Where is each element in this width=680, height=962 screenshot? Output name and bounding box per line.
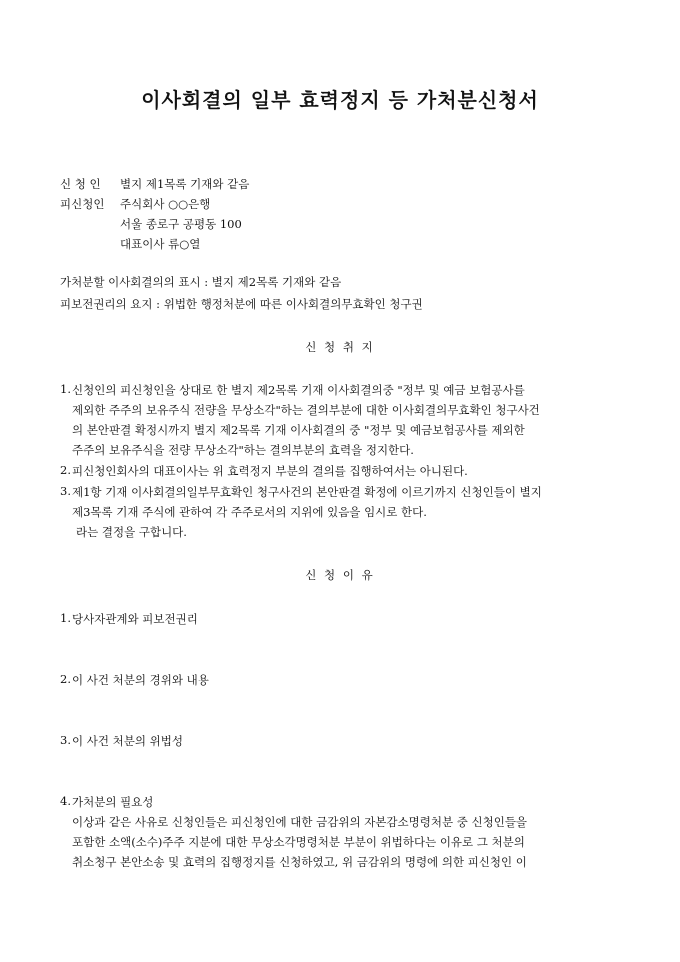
display-line: 가처분할 이사회결의의 표시 : 별지 제2목록 기재와 같음 (60, 275, 342, 289)
reason-4-line: 이상과 같은 사유로 신청인들은 피신청인에 대한 금감위의 자본감소명령처분 중 신청인들을 (72, 815, 528, 829)
applicant-label: 신 청 인 (60, 177, 101, 191)
purpose-item-2-num: 2. (60, 463, 71, 477)
purpose-item-3-num: 3. (60, 484, 71, 498)
reason-2-title: 이 사건 처분의 경위와 내용 (72, 673, 209, 687)
reason-3-num: 3. (60, 733, 71, 747)
purpose-item-2-line: 피신청인회사의 대표이사는 위 효력정지 부분의 결의를 집행하여서는 아니된다. (72, 464, 468, 478)
purpose-heading: 신 청 취 지 (305, 340, 375, 354)
reason-4-num: 4. (60, 794, 71, 808)
respondent-representative: 대표이사 류○열 (120, 237, 201, 251)
purpose-item-1-num: 1. (60, 382, 71, 396)
reason-3-title: 이 사건 처분의 위법성 (72, 734, 183, 748)
reason-4-line: 취소청구 본안소송 및 효력의 집행정지를 신청하였고, 위 금감위의 명령에 의한 피신청인 이 (72, 855, 527, 869)
respondent-company: 주식회사 ○○은행 (120, 197, 211, 211)
purpose-item-1-line: 신청인의 피신청인을 상대로 한 별지 제2목록 기재 이사회결의중 "정부 및 예금 보험공사를 (72, 383, 525, 397)
purpose-closing: 라는 결정을 구합니다. (76, 525, 187, 539)
purpose-item-1-line: 주주의 보유주식을 전량 무상소각"하는 결의부분의 효력을 정지한다. (72, 443, 414, 457)
reasons-heading: 신 청 이 유 (305, 568, 375, 582)
applicant-value: 별지 제1목록 기재와 같음 (120, 177, 250, 191)
document-title: 이사회결의 일부 효력정지 등 가처분신청서 (141, 88, 539, 112)
purpose-item-3-line: 제3목록 기재 주식에 관하여 각 주주로서의 지위에 있음을 임시로 한다. (72, 505, 427, 519)
purpose-item-3-line: 제1항 기재 이사회결의일부무효확인 청구사건의 본안판결 확정에 이르기까지 신청인들이 별지 (72, 485, 542, 499)
purpose-item-1-line: 의 본안판결 확정시까지 별지 제2목록 기재 이사회결의 중 "정부 및 예금보험공사를 제외한 (72, 423, 525, 437)
respondent-label: 피신청인 (60, 197, 105, 211)
right-line: 피보전권리의 요지 : 위법한 행정처분에 따른 이사회결의무효확인 청구권 (60, 297, 423, 311)
reason-4-line: 포함한 소액(소수)주주 지분에 대한 무상소각명령처분 부분이 위법하다는 이유로 그 처분의 (72, 835, 525, 849)
respondent-address: 서울 종로구 공평동 100 (120, 217, 242, 231)
reason-1-title: 당사자관계와 피보전권리 (72, 612, 198, 626)
reason-4-title: 가처분의 필요성 (72, 795, 154, 809)
purpose-item-1-line: 제외한 주주의 보유주식 전량을 무상소각"하는 결의부분에 대한 이사회결의무효확인 청구사건 (72, 403, 540, 417)
reason-1-num: 1. (60, 611, 71, 625)
reason-2-num: 2. (60, 672, 71, 686)
